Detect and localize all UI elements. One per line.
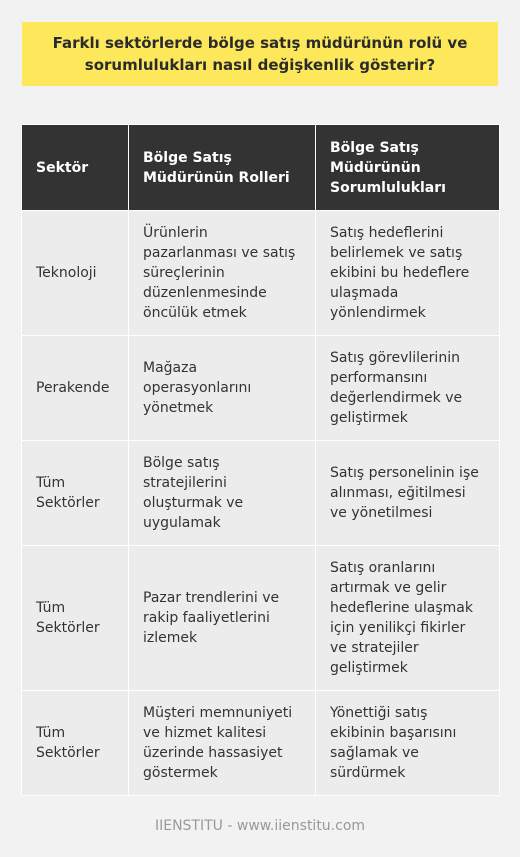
responsibilities-cell: Satış oranlarını artırmak ve gelir hedeflerine ulaşmak için yenilikçi fikirler ve stratejiler geliştirmek [316,546,500,691]
sector-cell: Teknoloji [22,211,129,336]
footer-credit: IIENSTITU - www.iienstitu.com [154,818,366,834]
page-title: Farklı sektörlerde bölge satış müdürünün rolü ve sorumlulukları nasıl değişkenlik gösterir? [22,22,498,86]
responsibilities-cell: Satış personelinin işe alınması, eğitilmesi ve yönetilmesi [316,441,500,546]
table-row [22,336,500,441]
table-row [22,441,500,546]
header-cell-sector: Sektör [22,125,129,211]
roles-cell: Bölge satış stratejilerini oluşturmak ve uygulamak [129,441,316,546]
sector-cell: Perakende [22,336,129,441]
roles-cell: Ürünlerin pazarlanması ve satış süreçlerinin düzenlenmesinde öncülük etmek [129,211,316,336]
roles-cell: Müşteri memnuniyeti ve hizmet kalitesi üzerinde hassasiyet göstermek [129,691,316,796]
table-row [22,546,500,691]
roles-cell: Pazar trendlerini ve rakip faaliyetlerini izlemek [129,546,316,691]
sector-cell: Tüm Sektörler [22,441,129,546]
header-cell-roles: Bölge Satış Müdürünün Rolleri [129,125,316,211]
responsibilities-cell: Satış görevlilerinin performansını değerlendirmek ve geliştirmek [316,336,500,441]
table-row [22,691,500,796]
responsibilities-cell: Yönettiği satış ekibinin başarısını sağlamak ve sürdürmek [316,691,500,796]
sector-roles-table [21,124,500,796]
sector-cell: Tüm Sektörler [22,546,129,691]
header-cell-responsibilities: Bölge Satış Müdürünün Sorumlulukları [316,125,500,211]
responsibilities-cell: Satış hedeflerini belirlemek ve satış ekibini bu hedeflere ulaşmada yönlendirmek [316,211,500,336]
sector-cell: Tüm Sektörler [22,691,129,796]
table-header-row [22,125,500,211]
roles-cell: Mağaza operasyonlarını yönetmek [129,336,316,441]
table-row [22,211,500,336]
